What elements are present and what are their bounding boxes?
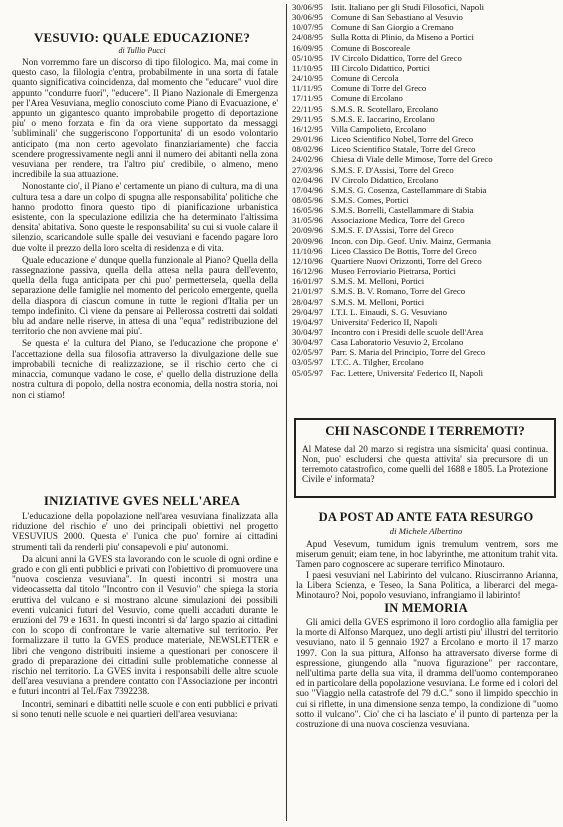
paragraph: Incontri, seminari e dibattiti nelle scuole e con enti pubblici e privati si sono tenuti nelle scuole e nei quartieri dell'area vesuviana: — [12, 699, 278, 720]
paragraph: L'educazione della popolazione nell'area vesuviana finalizzata alla riduzione del rischio e' uno dei principali obiettivi nel progetto VESUVIUS 2000. Questa e' l'unica che puo' fornire ai cittadini strumenti tali da renderli piu' consapevoli e piu' autonomi. — [12, 512, 278, 553]
box-text: Al Matese dal 20 marzo si registra una sismicita' quasi continua. Non, puo' escludersi che questa attivita' sia precursore di un terremoto catastrofico, come quelli del 1688 e 1805. La Protezione Civile e' informata? — [302, 444, 548, 484]
schedule-place: S.M.S. F. D'Assisi, Torre del Greco — [331, 164, 454, 175]
schedule-row — [292, 53, 560, 63]
schedule-date: 24/02/96 — [292, 154, 323, 165]
article-body-resurgo — [296, 540, 558, 600]
schedule-row — [292, 347, 560, 357]
schedule-place: S.M.S. B. V. Romano, Torre del Greco — [331, 286, 466, 297]
paragraph: Da alcuni anni la GVES sta lavorando con le scuole di ogni ordine e grado e con gli enti pubblici e privati con l'obiettivo di promuovere una "nuova coscienza vesuviana". In questi incontri si mostra una videocassetta dal titolo "Incontro con il Vesuvio" che spiega la storia eruttiva del vulcano e si mostrano alcune simulazioni dei possibili eventi vulcanici futuri del Vesuvio, come quelli accaduti durante le eruzioni del 79 e 1631. In questi incontri si da' largo spazio ai cittadini con lo scopo di confrontare le varie alternative sul territorio. Per formalizzare il tutto la GVES produce materiale, NEWSLETTER e libri che vengono distribuiti insieme a questionari per conoscere il grado di preparazione dei cittadini sulle problematiche connesse al rischio nel territorio. La GVES invita i responsabili delle altre scuole dell'area vesuviana a prendere contatto con l'Associazione per incontri e futuri incontri al Tel./Fax 7392238. — [12, 554, 278, 698]
column-divider — [286, 4, 287, 821]
schedule-date: 30/06/95 — [292, 12, 323, 23]
schedule-row — [292, 12, 560, 22]
schedule-place: Universita' Federico II, Napoli — [331, 316, 438, 327]
schedule-row — [292, 225, 560, 235]
schedule-date: 17/04/96 — [292, 184, 323, 195]
schedule-place: I.T.C. A. Tilgher, Ercolano — [331, 357, 424, 368]
schedule-row — [292, 256, 560, 266]
paragraph: Apud Vesevum, tumidum ignis tremulum ventrem, sors me miserum genuit; eiam tene, in hoc labyrinthe, me attonitum trahit vita. Tamen paro cognoscere ac superare terrifico Minotauro. — [296, 540, 558, 571]
schedule-place: Fac. Lettere, Universita' Federico II, Napoli — [331, 367, 484, 378]
right-column — [292, 0, 560, 827]
article-body-memoria — [296, 618, 558, 823]
schedule-date: 27/03/96 — [292, 164, 323, 175]
paragraph: Quale educazione e' dunque quella funzionale al Piano? Quella della rassegnazione passiva, quella della attesa nella paura dell'evento, quella della fuga anticipata per chi puo' permettersela, quella della separazione delle famiglie nel momento del pericolo emergente, quella della diaspora di ciascun comune in tutte le regioni d'Italia per un tempo indefinito. Ci viene da pensare ai Pellerossa costretti dai soldati blu ad andare nelle riserve, in attesa di una "equa" redistribuzione del territorio che non avviene mai piu'. — [12, 255, 278, 338]
article-title-memoria: IN MEMORIA — [384, 601, 468, 615]
schedule-place: S.M.S. F. D'Assisi, Torre del Greco — [331, 225, 454, 236]
schedule-date: 30/04/97 — [292, 327, 323, 337]
schedule-date: 16/12/95 — [292, 123, 323, 134]
paragraph: Non vorremmo fare un discorso di tipo filologico. Ma, mai come in questo caso, la filologia c'entra, probabilmente in una sorta di fatale quanto significativa coincidenza, dal momento che "educare" vuol dire appunto "condurre fuori", "educere". Il Piano Nazionale di Emergenza per l'Area Vesuviana, meglio conosciuto come Piano di Evacuazione, e' appunto un gigantesco quanto improbabile progetto di deportazione piu' o meno forzata e fin da ora viene supportato da messaggi 'subliminali' che suggeriscono l'opportunita' di un esodo volontario anticipato (ma non certo agevolato finanziariamente) che faccia scendere progressivamente negli anni il numero dei abitanti nella zona vesuviana per rendere, tra l'altro piu' credibile, o almeno, meno incredibile la sua attuazione. — [12, 58, 278, 181]
schedule-row — [292, 368, 560, 378]
schedule-row — [292, 93, 560, 103]
schedule-date: 28/04/97 — [292, 296, 323, 307]
schedule-date: 19/04/97 — [292, 316, 323, 327]
article-body-vesuvio — [12, 58, 278, 483]
meetings-schedule — [292, 2, 560, 378]
schedule-date: 16/12/96 — [292, 266, 323, 277]
schedule-place: Incontro con i Presidi delle scuole dell'Area — [331, 327, 484, 337]
schedule-place: Parr. S. Maria del Principio, Torre del Greco — [331, 347, 486, 358]
schedule-place: S.M.S. E. Iaccarino, Ercolano — [331, 113, 435, 124]
schedule-place: Comune di San Giorgio a Cremano — [331, 22, 454, 33]
schedule-row — [292, 337, 560, 347]
schedule-place: Istit. Italiano per gli Studi Filosofici, Napoli — [331, 2, 484, 12]
schedule-row — [292, 63, 560, 73]
schedule-place: Comune di San Sebastiano al Vesuvio — [331, 12, 463, 23]
schedule-row — [292, 185, 560, 195]
schedule-row — [292, 357, 560, 367]
schedule-place: IV Circolo Didattico, Ercolano — [331, 174, 439, 185]
schedule-row — [292, 246, 560, 256]
schedule-row — [292, 205, 560, 215]
schedule-row — [292, 165, 560, 175]
schedule-row — [292, 154, 560, 164]
schedule-place: Liceo Classico De Bottis, Torre del Greco — [331, 245, 477, 256]
article-body-iniziative — [12, 512, 278, 824]
article-byline-pucci: di Tullio Pucci — [118, 46, 166, 55]
schedule-date: 22/11/95 — [292, 103, 323, 114]
schedule-place: S.M.S. M. Melloni, Portici — [331, 276, 425, 287]
schedule-place: Quartiere Nuovi Orizzonti, Torre del Greco — [331, 255, 482, 266]
schedule-place: Liceo Scientifico Statale, Torre del Greco — [331, 144, 476, 155]
schedule-date: 29/04/97 — [292, 306, 323, 317]
schedule-date: 11/10/95 — [292, 62, 323, 73]
schedule-date: 30/04/97 — [292, 337, 323, 348]
schedule-row — [292, 104, 560, 114]
schedule-row — [292, 175, 560, 185]
schedule-date: 02/04/96 — [292, 174, 323, 185]
schedule-date: 17/11/95 — [292, 93, 323, 104]
schedule-place: S.M.S. Borrelli, Castellammare di Stabia — [331, 205, 474, 216]
schedule-date: 11/11/95 — [292, 83, 323, 94]
schedule-place: Associazione Medica, Torre del Greco — [331, 215, 465, 226]
schedule-place: III Circolo Didattico, Portici — [331, 62, 430, 73]
schedule-row — [292, 32, 560, 42]
schedule-place: S.M.S. R. Scotellaro, Ercolano — [331, 103, 439, 114]
paragraph: Se questa e' la cultura del Piano, se l'educazione che propone e' l'accettazione della sua filosofia attraverso la divulgazione delle sue improbabili tecniche di realizzazione, se il rischio certo che ci minaccia, comunque vadano le cose, e' quello della distruzione della nostra cultura di popolo, della nostra economia, della nostra storia, noi non ci stiamo! — [12, 339, 278, 401]
schedule-row — [292, 73, 560, 83]
article-title-iniziative: INIZIATIVE GVES NELL'AREA — [43, 493, 241, 508]
schedule-place: Sulla Rotta di Plinio, da Miseno a Portici — [331, 32, 474, 43]
schedule-place: Villa Campolieto, Ercolano — [331, 123, 427, 134]
schedule-place: S.M.S. G. Cosenza, Castellammare di Stabia — [331, 184, 487, 195]
schedule-row — [292, 266, 560, 276]
schedule-row — [292, 134, 560, 144]
schedule-place: Comune di Torre del Greco — [331, 83, 427, 94]
schedule-row — [292, 195, 560, 205]
schedule-row — [292, 317, 560, 327]
schedule-date: 10/07/95 — [292, 22, 323, 33]
schedule-date: 29/11/95 — [292, 113, 323, 124]
schedule-place: Incon. con Dip. Geof. Univ. Mainz, Germania — [331, 235, 491, 246]
schedule-date: 29/01/96 — [292, 134, 323, 145]
schedule-date: 03/05/97 — [292, 357, 323, 368]
schedule-place: Casa Laboratorio Vesuvio 2, Ercolano — [331, 337, 464, 348]
schedule-place: I.T.I. L. Einaudi, S. G. Vesuviano — [331, 306, 447, 317]
schedule-place: Comune di Boscoreale — [331, 42, 411, 53]
schedule-row — [292, 2, 560, 12]
box-title: CHI NASCONDE I TERREMOTI? — [325, 423, 525, 438]
article-title-resurgo: DA POST AD ANTE FATA RESURGO — [318, 510, 534, 524]
schedule-date: 20/09/96 — [292, 235, 323, 246]
schedule-place: Chiesa di Viale delle Mimose, Torre del Greco — [331, 154, 493, 165]
schedule-date: 20/09/96 — [292, 225, 323, 236]
schedule-date: 24/08/95 — [292, 32, 323, 43]
schedule-row — [292, 236, 560, 246]
schedule-date: 24/10/95 — [292, 73, 323, 84]
schedule-place: S.M.S. M. Melloni, Portici — [331, 296, 425, 307]
schedule-place: Liceo Scientifico Nobel, Torre del Greco — [331, 134, 474, 145]
schedule-date: 02/05/97 — [292, 347, 323, 358]
schedule-date: 11/10/96 — [292, 245, 323, 256]
article-title-vesuvio: VESUVIO: QUALE EDUCAZIONE? — [33, 30, 251, 45]
schedule-place: S.M.S. Comes, Portici — [331, 194, 409, 205]
left-column — [4, 0, 280, 827]
earthquake-box — [294, 418, 556, 498]
schedule-date: 31/05/96 — [292, 215, 323, 226]
schedule-place: Comune di Cercola — [331, 73, 399, 84]
article-byline-albertino: di Michele Albertino — [389, 526, 463, 536]
schedule-row — [292, 114, 560, 124]
schedule-place: IV Circolo Didattico, Torre del Greco — [331, 52, 462, 63]
schedule-date: 21/01/97 — [292, 286, 323, 297]
schedule-row — [292, 307, 560, 317]
schedule-row — [292, 124, 560, 134]
schedule-row — [292, 286, 560, 296]
paragraph: Gli amici della GVES esprimono il loro cordoglio alla famiglia per la morte di Alfonso Marquez, uno degli artisti piu' illustri del territorio vesuviano, nato il 5 gennaio 1927 a Ercolano e morto il 17 marzo 1997. Con la sua pittura, Alfonso ha attraversato diverse forme di espressione, giungendo alla "nuova figurazione" per raccontare, nell'ultima parte della sua vita, il dramma dell'uomo contemporaneo ed in particolare della popolazione vesuviana. Le forme ed i colori del suo "Viaggio nella catastrofe del 79 d.C." sono il limpido specchio in cui si riflette, in una dimensione senza tempo, la condizione di "uomo sotto il vulcano". Cio' che ci ha lasciato e' il punto di partenza per la costruzione di una nuova coscienza vesuviana. — [296, 618, 558, 731]
schedule-date: 05/05/97 — [292, 367, 323, 378]
schedule-row — [292, 297, 560, 307]
schedule-row — [292, 144, 560, 154]
schedule-row — [292, 43, 560, 53]
schedule-date: 16/09/95 — [292, 42, 323, 53]
schedule-date: 08/02/96 — [292, 144, 323, 155]
schedule-date: 16/01/97 — [292, 276, 323, 287]
schedule-date: 16/05/96 — [292, 205, 323, 216]
paragraph: I paesi vesuviani nel Labirinto del vulcano. Riuscirranno Arianna, la Libera Scienza, e Teseo, la Sana Politica, a liberarci del mega-Minotauro? Noi, popolo vesuviano, infrangiamo il labirinto! — [296, 570, 558, 602]
schedule-date: 30/06/95 — [292, 2, 323, 12]
schedule-date: 08/05/96 — [292, 194, 323, 205]
schedule-date: 12/10/96 — [292, 255, 323, 266]
schedule-place: Comune di Ercolano — [331, 93, 403, 104]
schedule-row — [292, 22, 560, 32]
schedule-row — [292, 215, 560, 225]
schedule-place: Museo Ferroviario Pietrarsa, Portici — [331, 266, 456, 277]
schedule-row — [292, 276, 560, 286]
paragraph: Nonostante cio', il Piano e' certamente un piano di cultura, ma di una cultura tesa a dare un colpo di spugna alle responsabilita' politiche che hanno prodotto finora questo tipo di pianificazione urbanistica esistente, con la speculazione edilizia che ha determinato l'altissima densita' abitativa. Sono queste le responsabilita' su cui si vuole calare il silenzio, scaricandole sulle spalle dei vesuviani e facendo pagare loro due volte il prezzo della loro scelta di residenza e di vita. — [12, 182, 278, 254]
schedule-row — [292, 83, 560, 93]
schedule-row — [292, 327, 560, 337]
schedule-date: 05/10/95 — [292, 52, 323, 63]
